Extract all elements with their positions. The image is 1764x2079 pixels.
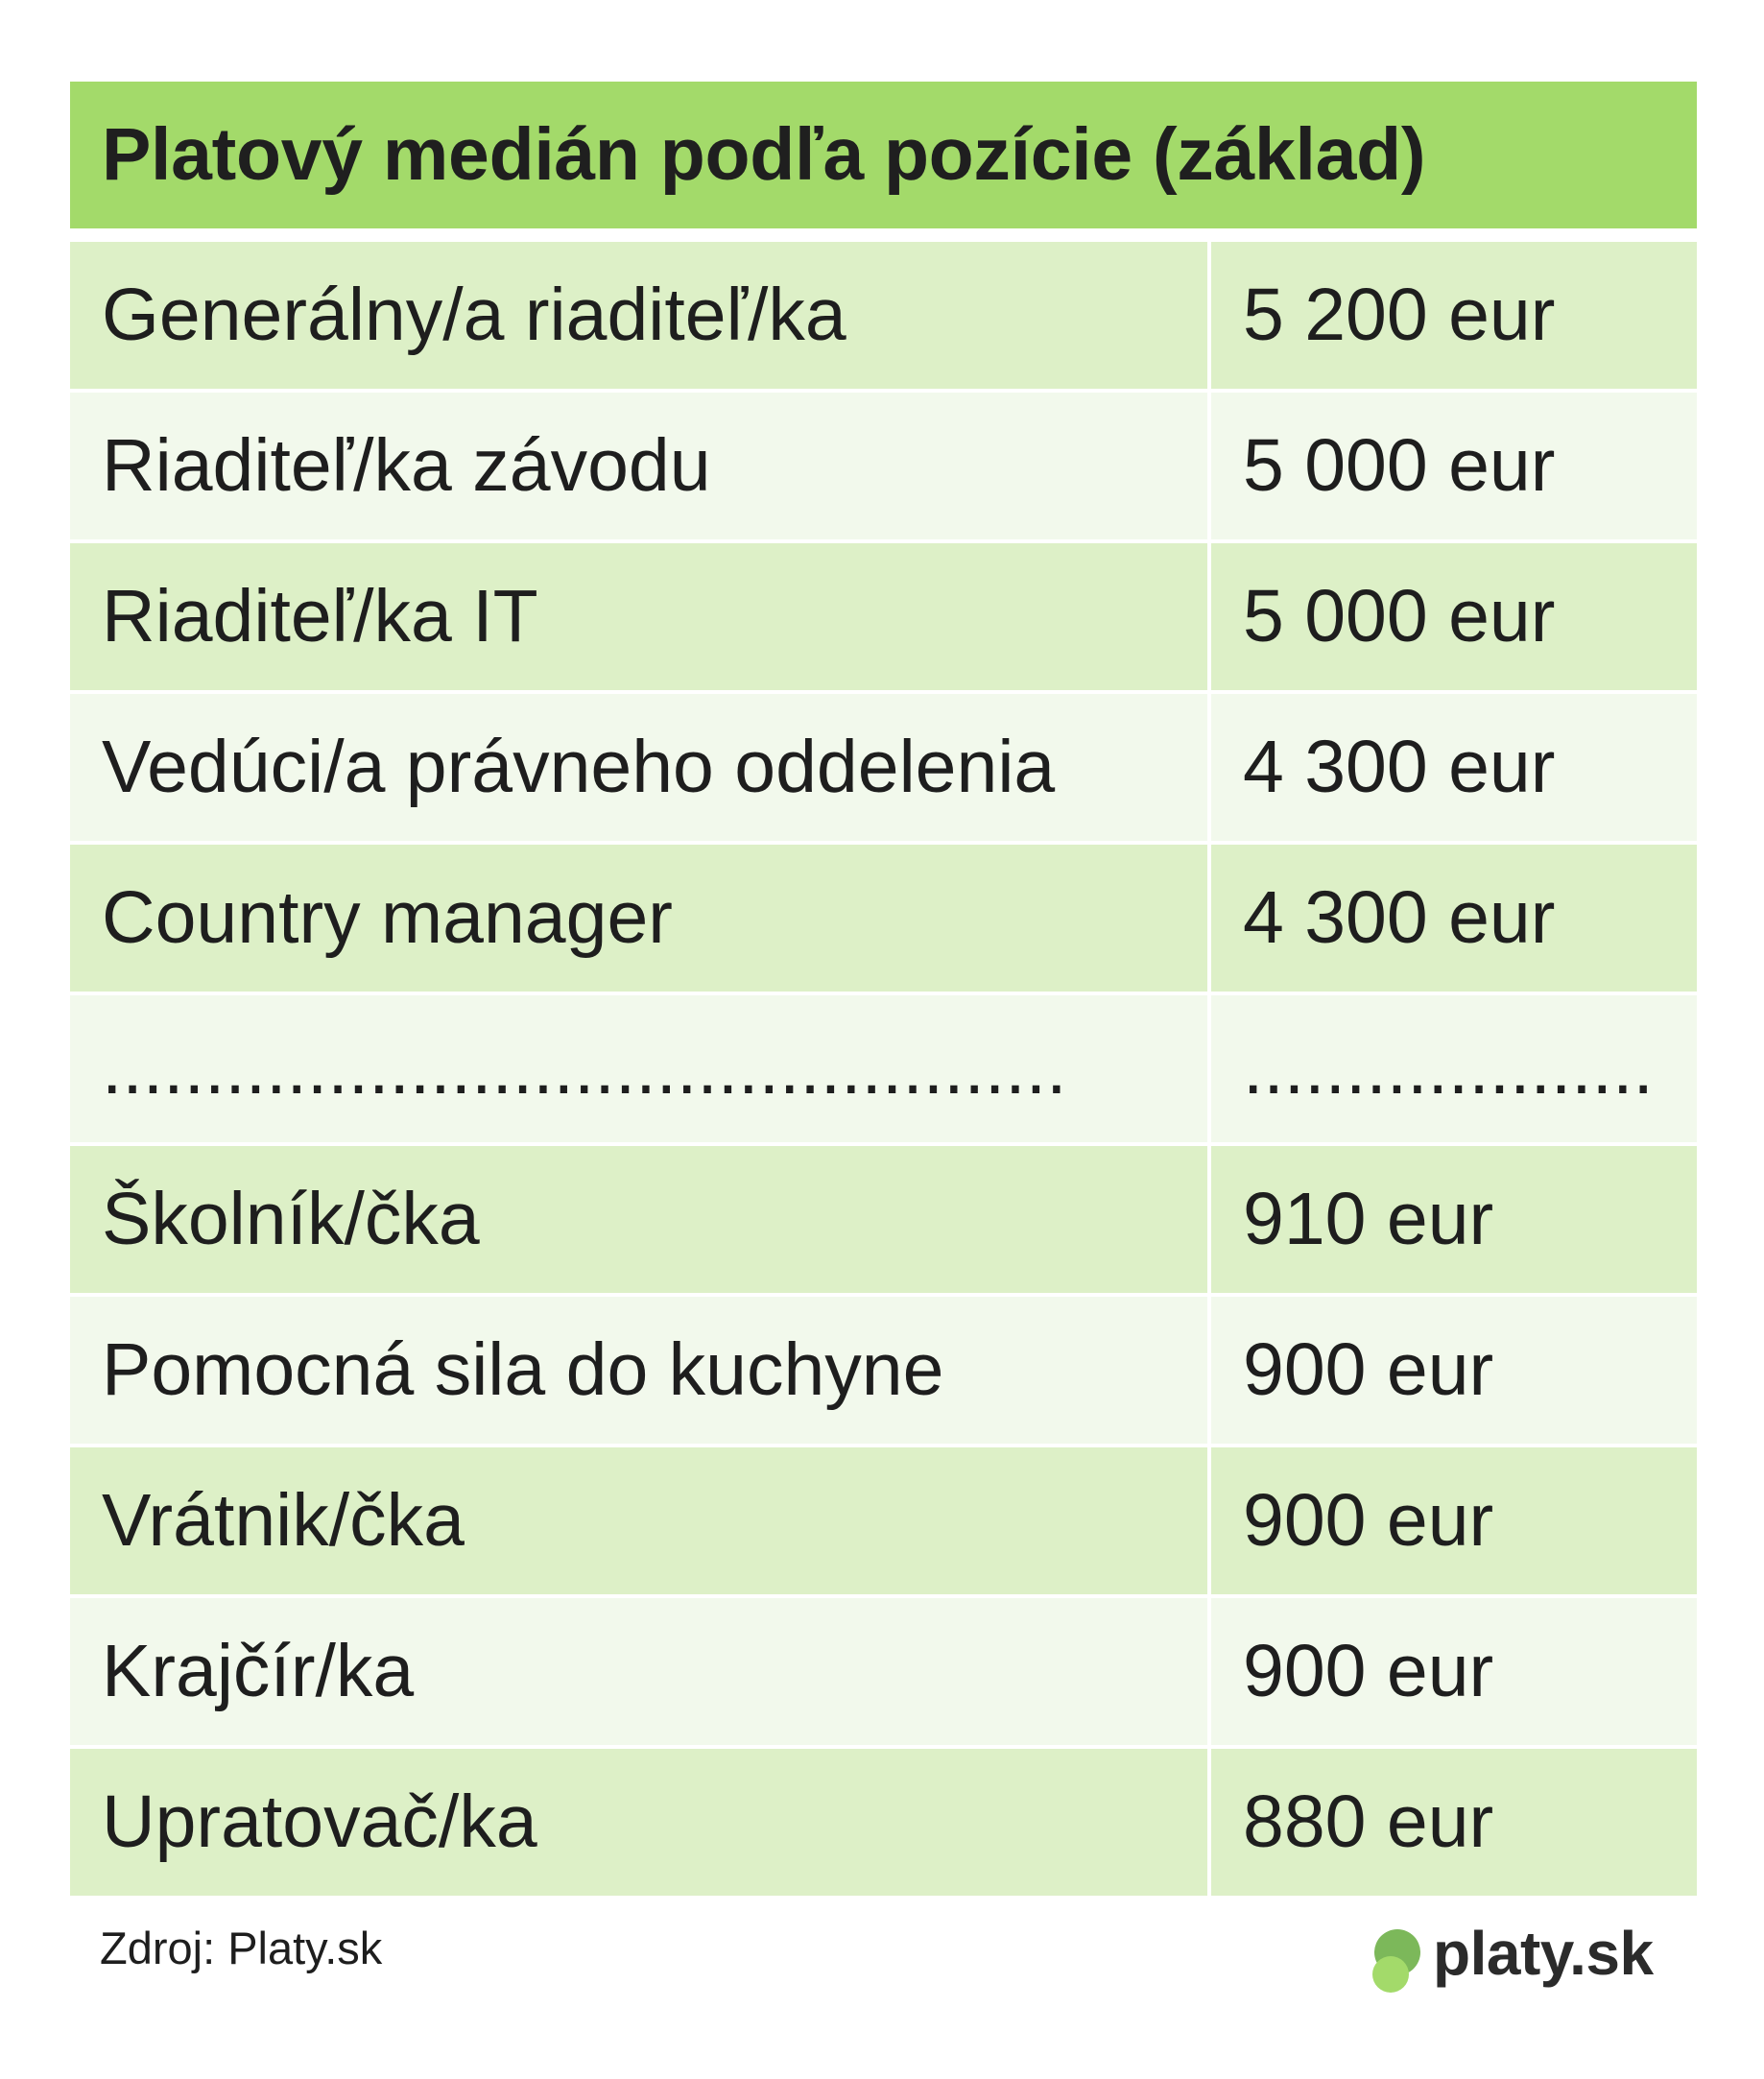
position-cell: Vedúci/a právneho oddelenia [70,694,1207,841]
table-title: Platový medián podľa pozície (základ) [102,113,1426,196]
position-cell: Vrátnik/čka [70,1447,1207,1594]
source-note: Zdroj: Platy.sk [100,1923,383,1973]
table-row [70,1598,1697,1745]
position-cell: Pomocná sila do kuchyne [70,1297,1207,1444]
table-row [70,543,1697,690]
table-header [70,82,1697,228]
ellipsis-salary-cell: .................... [1211,995,1697,1142]
salary-cell: 5 000 eur [1211,393,1697,539]
table-row [70,1146,1697,1293]
position-cell: Školník/čka [70,1146,1207,1293]
ellipsis-row [70,995,1697,1142]
salary-cell: 4 300 eur [1211,694,1697,841]
salary-cell: 900 eur [1211,1297,1697,1444]
table-row [70,393,1697,539]
platy-logo [1372,1910,1654,1996]
salary-cell: 5 200 eur [1211,242,1697,389]
ellipsis-position-cell: ............................................... [70,995,1207,1142]
logo-text: platy.sk [1433,1919,1654,1988]
position-cell: Upratovač/ka [70,1749,1207,1896]
position-cell: Riaditeľ/ka IT [70,543,1207,690]
table-row [70,845,1697,992]
table-row [70,1447,1697,1594]
position-cell: Riaditeľ/ka závodu [70,393,1207,539]
salary-cell: 5 000 eur [1211,543,1697,690]
position-cell: Krajčír/ka [70,1598,1207,1745]
salary-cell: 900 eur [1211,1598,1697,1745]
table-row [70,1297,1697,1444]
salary-cell: 4 300 eur [1211,845,1697,992]
salary-table [70,82,1697,1896]
position-cell: Country manager [70,845,1207,992]
table-row [70,694,1697,841]
logo-circle-light [1372,1956,1409,1993]
table-row [70,1749,1697,1896]
salary-cell: 880 eur [1211,1749,1697,1896]
table-row [70,242,1697,389]
salary-cell: 910 eur [1211,1146,1697,1293]
logo-circles-icon [1372,1910,1425,1996]
salary-cell: 900 eur [1211,1447,1697,1594]
table-body [70,242,1697,1896]
position-cell: Generálny/a riaditeľ/ka [70,242,1207,389]
